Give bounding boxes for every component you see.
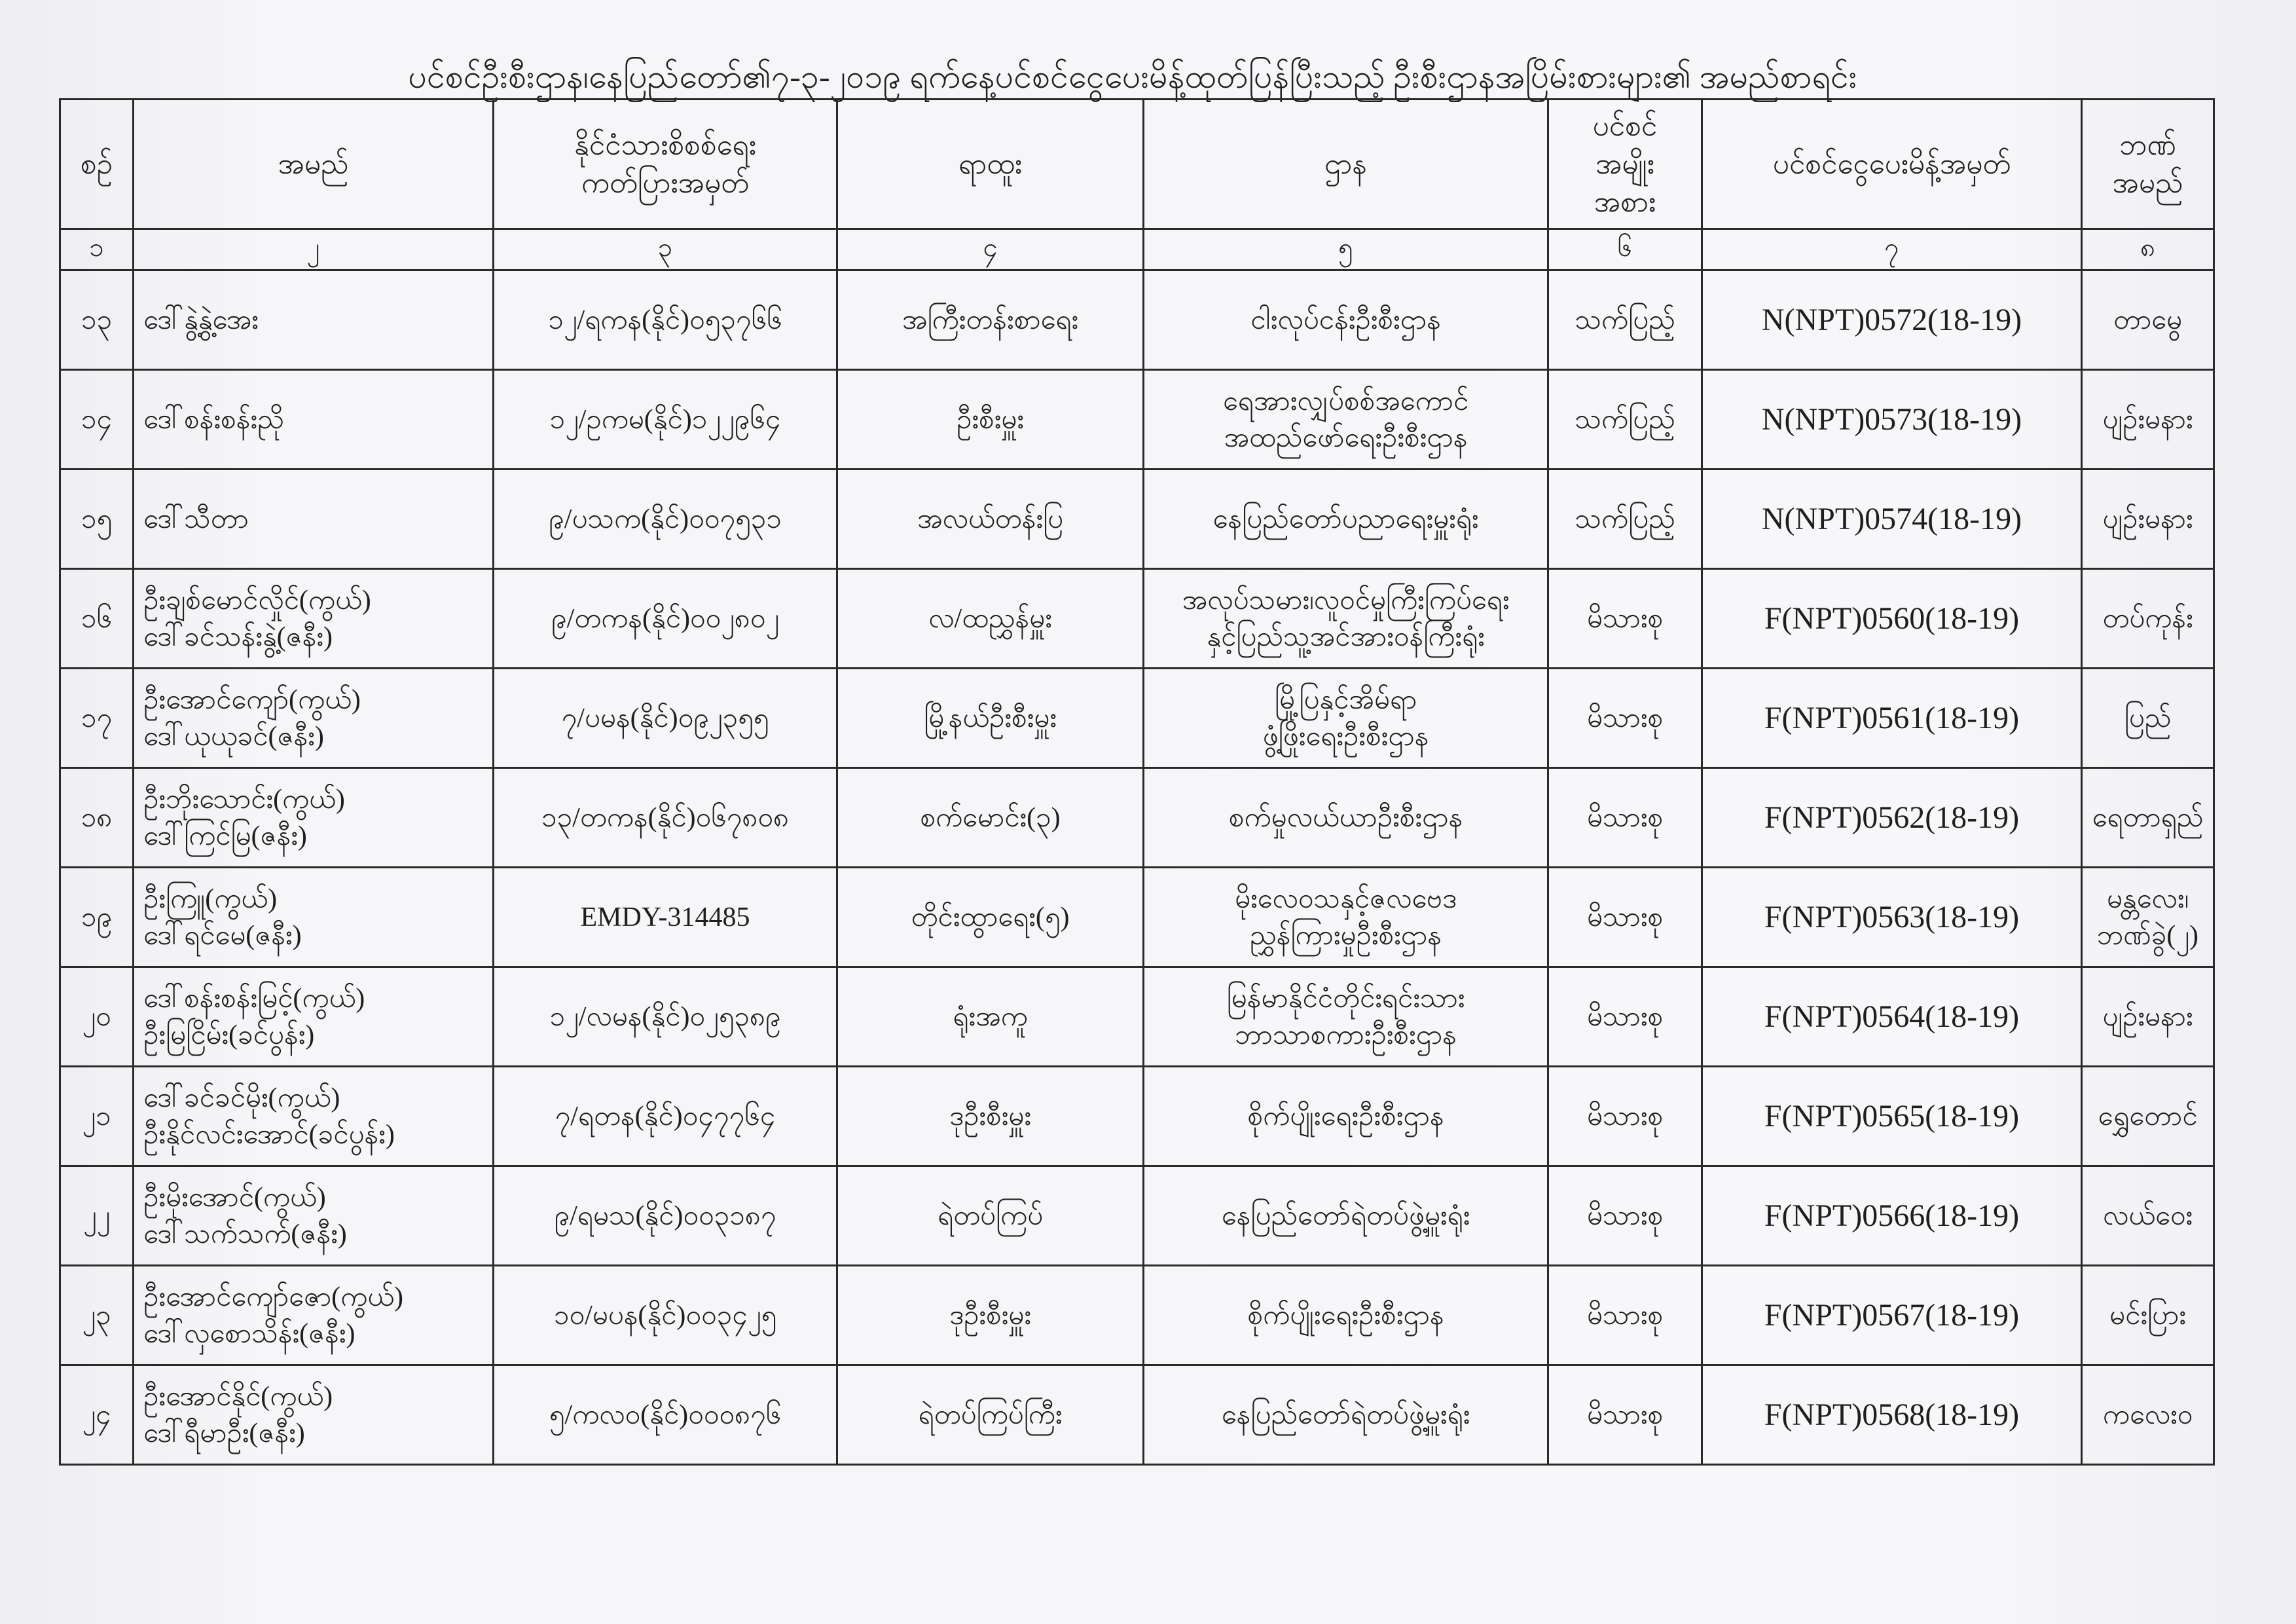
pension-order-cell: F(NPT)0560(18-19): [1702, 569, 2082, 669]
bank-cell-line: ရွှေတောင်: [2098, 1101, 2198, 1132]
department-cell-line: မြို့ပြနှင့်အိမ်ရာ: [1274, 684, 1417, 715]
department-cell-line: နေပြည်တော်ရဲတပ်ဖွဲ့မှူးရုံး: [1221, 1200, 1470, 1231]
department-cell: [1144, 1166, 1548, 1266]
department-cell-line: နှင့်ပြည်သူ့အင်အားဝန်ကြီးရုံး: [1207, 621, 1485, 652]
bank-cell-line: ပြည်: [2124, 703, 2172, 733]
pension-type-cell: မိသားစု: [1548, 768, 1702, 868]
department-cell: [1144, 669, 1548, 768]
name-cell-line: ဒေါ်ရီမာဦး(ဇနီး): [143, 1418, 305, 1449]
pension-type-cell: မိသားစု: [1548, 669, 1702, 768]
header-cell: ပင်စင်ငွေပေးမိန့်အမှတ်: [1702, 100, 2082, 229]
position-cell: ဦးစီးမှူး: [837, 370, 1144, 470]
position-cell: ဒုဦးစီးမှူး: [837, 1266, 1144, 1365]
name-cell-line: ဒေါ်လှစောသိန်း(ဇနီး): [143, 1318, 355, 1349]
nrc-cell: EMDY-314485: [494, 868, 837, 967]
bank-cell-line: မင်းပြား: [2109, 1300, 2186, 1331]
department-cell-line: အလုပ်သမား၊လူဝင်မှုကြီးကြပ်ရေး: [1182, 585, 1510, 616]
row-number-cell: ၁၆: [60, 569, 134, 669]
table-row: [60, 370, 2214, 470]
row-number-cell: ၁၃: [60, 270, 134, 370]
name-cell-line: ဦးမိုးအောင်(ကွယ်): [143, 1182, 326, 1213]
table-row: [60, 270, 2214, 370]
bank-cell-line: ကလေးဝ: [2102, 1399, 2193, 1430]
bank-cell-line: တာမွေ: [2113, 304, 2182, 335]
name-cell-line: ဦးမြငြိမ်း(ခင်ပွန်း): [143, 1020, 315, 1050]
table-body: [60, 270, 2214, 1465]
department-cell: [1144, 270, 1548, 370]
name-cell: [134, 569, 494, 669]
row-number-cell: ၂၂: [60, 1166, 134, 1266]
pension-type-cell: မိသားစု: [1548, 868, 1702, 967]
pension-order-cell: N(NPT)0574(18-19): [1702, 470, 2082, 569]
name-cell-line: ဒေါ်ရင်မေ(ဇနီး): [143, 920, 302, 951]
nrc-cell: ၇/ရတန(နိုင်)၀၄၇၇၆၄: [494, 1067, 837, 1166]
position-cell: စက်မောင်း(၃): [837, 768, 1144, 868]
name-cell-line: ဒေါ်ယုယုခင်(ဇနီး): [143, 721, 324, 752]
row-number-cell: ၂၄: [60, 1365, 134, 1465]
nrc-cell: ၁၂/ရကန(နိုင်)၀၅၃၇၆၆: [494, 270, 837, 370]
row-number-cell: ၁၄: [60, 370, 134, 470]
position-cell: ရဲတပ်ကြပ်: [837, 1166, 1144, 1266]
table-row: [60, 868, 2214, 967]
pension-type-cell: မိသားစု: [1548, 1166, 1702, 1266]
table-row: [60, 768, 2214, 868]
header-cell: ပင်စင် အမျိုး အစား: [1548, 100, 1702, 229]
name-cell-line: ဒေါ်နွဲ့နွဲ့အေး: [143, 304, 259, 335]
department-cell-line: နေပြည်တော်ရဲတပ်ဖွဲ့မှူးရုံး: [1221, 1399, 1470, 1430]
row-number-cell: ၂၃: [60, 1266, 134, 1365]
header-cell: ဌာန: [1144, 100, 1548, 229]
nrc-cell: ၁၃/တကန(နိုင်)၀၆၇၈၀၈: [494, 768, 837, 868]
pension-order-cell: N(NPT)0572(18-19): [1702, 270, 2082, 370]
bank-cell-line: ရေတာရှည်: [2092, 802, 2204, 833]
department-cell-line: မိုးလေဝသနှင့်ဇလဗေဒ: [1234, 883, 1457, 914]
name-cell-line: ဦးအောင်နိုင်(ကွယ်): [143, 1381, 333, 1412]
registration-table: [59, 98, 2215, 1466]
department-cell: [1144, 768, 1548, 868]
table-row: [60, 1166, 2214, 1266]
bank-cell: [2082, 768, 2214, 868]
department-cell-line: ရေအားလျှပ်စစ်အကောင်: [1222, 386, 1469, 416]
department-cell-line: စက်မှုလယ်ယာဦးစီးဌာန: [1228, 802, 1463, 833]
table-header-row: [60, 100, 2214, 229]
department-cell-line: စိုက်ပျိုးရေးဦးစီးဌာန: [1247, 1300, 1444, 1331]
pension-type-cell: မိသားစု: [1548, 967, 1702, 1067]
table-row: [60, 470, 2214, 569]
position-cell: တိုင်းထွာရေး(၅): [837, 868, 1144, 967]
department-cell: [1144, 1266, 1548, 1365]
department-cell: [1144, 569, 1548, 669]
bank-cell: [2082, 1365, 2214, 1465]
column-number: ၆: [1548, 229, 1702, 270]
pension-order-cell: F(NPT)0561(18-19): [1702, 669, 2082, 768]
name-cell-line: ဦးအောင်ကျော်(ကွယ်): [143, 684, 361, 715]
pension-order-cell: F(NPT)0563(18-19): [1702, 868, 2082, 967]
department-cell-line: ညွှန်ကြားမှုဦးစီးဌာန: [1250, 920, 1442, 951]
position-cell: ရုံးအကူ: [837, 967, 1144, 1067]
bank-cell: [2082, 270, 2214, 370]
department-cell-line: အထည်ဖော်ရေးဦးစီးဌာန: [1224, 422, 1468, 453]
nrc-cell: ၉/ရမသ(နိုင်)၀၀၃၁၈၇: [494, 1166, 837, 1266]
table-row: [60, 569, 2214, 669]
name-cell: [134, 868, 494, 967]
name-cell: [134, 1266, 494, 1365]
bank-cell-line: ပျဉ်းမနား: [2102, 404, 2193, 435]
name-cell: [134, 1365, 494, 1465]
department-cell-line: ဖွံ့ဖြိုးရေးဦးစီးဌာန: [1262, 721, 1429, 752]
name-cell-line: ဒေါ်ခင်ခင်မိုး(ကွယ်): [143, 1082, 340, 1113]
position-cell: အကြီးတန်းစာရေး: [837, 270, 1144, 370]
column-number: ၈: [2082, 229, 2214, 270]
bank-cell: [2082, 569, 2214, 669]
bank-cell-line: ဘဏ်ခွဲ(၂): [2097, 920, 2198, 951]
pension-type-cell: သက်ပြည့်: [1548, 370, 1702, 470]
pension-order-cell: F(NPT)0564(18-19): [1702, 967, 2082, 1067]
column-number: ၄: [837, 229, 1144, 270]
nrc-cell: ၅/ကလဝ(နိုင်)၀၀၀၈၇၆: [494, 1365, 837, 1465]
name-cell: [134, 470, 494, 569]
pension-order-cell: F(NPT)0565(18-19): [1702, 1067, 2082, 1166]
name-cell: [134, 669, 494, 768]
name-cell-line: ဦးချစ်မောင်လှိုင်(ကွယ်): [143, 585, 371, 616]
bank-cell: [2082, 470, 2214, 569]
bank-cell: [2082, 1266, 2214, 1365]
nrc-cell: ၉/ပသက(နိုင်)၀၀၇၅၃၁: [494, 470, 837, 569]
name-cell-line: ဒေါ်သီတာ: [143, 504, 249, 534]
nrc-cell: ၇/ပမန(နိုင်)၀၉၂၃၅၅: [494, 669, 837, 768]
bank-cell-line: မန္တလေး၊: [2106, 883, 2189, 914]
pension-order-cell: F(NPT)0568(18-19): [1702, 1365, 2082, 1465]
row-number-cell: ၂၀: [60, 967, 134, 1067]
column-number: ၇: [1702, 229, 2082, 270]
column-number-row: [60, 229, 2214, 270]
name-cell: [134, 1166, 494, 1266]
table-row: [60, 669, 2214, 768]
pension-type-cell: သက်ပြည့်: [1548, 470, 1702, 569]
row-number-cell: ၂၁: [60, 1067, 134, 1166]
department-cell-line: ငါးလုပ်ငန်းဦးစီးဌာန: [1250, 304, 1441, 335]
position-cell: အလယ်တန်းပြ: [837, 470, 1144, 569]
name-cell-line: ဦးဘိုးသောင်း(ကွယ်): [143, 784, 345, 815]
position-cell: လ/ထညွှန်မှူး: [837, 569, 1144, 669]
position-cell: မြို့နယ်ဦးစီးမှူး: [837, 669, 1144, 768]
row-number-cell: ၁၇: [60, 669, 134, 768]
nrc-cell: ၁၂/လမန(နိုင်)၀၂၅၃၈၉: [494, 967, 837, 1067]
column-number: ၁: [60, 229, 134, 270]
header-cell: အမည်: [134, 100, 494, 229]
row-number-cell: ၁၅: [60, 470, 134, 569]
column-number: ၅: [1144, 229, 1548, 270]
bank-cell-line: ပျဉ်းမနား: [2102, 1001, 2193, 1032]
page-title: ပင်စင်ဦးစီးဌာန၊နေပြည်တော်၏၇-၃-၂၀၁၉ ရက်နေ့ပင်စင်ငွေပေးမိန့်ထုတ်ပြန်ပြီးသည့် ဦးစီးဌာနအပြိမ်းစားများ၏ အမည်စာရင်း: [408, 58, 1857, 95]
department-cell: [1144, 470, 1548, 569]
nrc-cell: ၁၂/ဥကမ(နိုင်)၁၂၂၉၆၄: [494, 370, 837, 470]
position-cell: ဒုဦးစီးမှူး: [837, 1067, 1144, 1166]
name-cell: [134, 370, 494, 470]
bank-cell-line: တပ်ကုန်း: [2102, 603, 2193, 634]
pension-type-cell: မိသားစု: [1548, 1365, 1702, 1465]
table-row: [60, 1266, 2214, 1365]
name-cell-line: ဒေါ်စန်းစန်းညို: [143, 404, 284, 435]
bank-cell-line: ပျဉ်းမနား: [2102, 504, 2193, 534]
header-cell: ရာထူး: [837, 100, 1144, 229]
department-cell: [1144, 868, 1548, 967]
name-cell: [134, 768, 494, 868]
department-cell-line: ဘာသာစကားဦးစီးဌာန: [1235, 1020, 1457, 1050]
department-cell: [1144, 1365, 1548, 1465]
bank-cell: [2082, 669, 2214, 768]
column-number: ၃: [494, 229, 837, 270]
pension-order-cell: N(NPT)0573(18-19): [1702, 370, 2082, 470]
name-cell-line: ဒေါ်ခင်သန်းနွဲ့(ဇနီး): [143, 621, 333, 652]
department-cell-line: စိုက်ပျိုးရေးဦးစီးဌာန: [1247, 1101, 1444, 1132]
name-cell: [134, 1067, 494, 1166]
table-row: [60, 1067, 2214, 1166]
column-number: ၂: [134, 229, 494, 270]
pension-order-cell: F(NPT)0562(18-19): [1702, 768, 2082, 868]
table-row: [60, 967, 2214, 1067]
nrc-cell: ၉/တကန(နိုင်)၀၀၂၈၀၂: [494, 569, 837, 669]
nrc-cell: ၁၀/မပန(နိုင်)၀၀၃၄၂၅: [494, 1266, 837, 1365]
department-cell-line: မြန်မာနိုင်ငံတိုင်းရင်းသား: [1226, 983, 1465, 1014]
department-cell: [1144, 967, 1548, 1067]
name-cell-line: ဦးကြူ(ကွယ်): [143, 883, 278, 914]
bank-cell: [2082, 1166, 2214, 1266]
pension-order-cell: F(NPT)0566(18-19): [1702, 1166, 2082, 1266]
name-cell-line: ဒေါ်ကြင်မြ(ဇနီး): [143, 821, 307, 851]
bank-cell: [2082, 1067, 2214, 1166]
name-cell-line: ဒေါ်သက်သက်(ဇနီး): [143, 1219, 347, 1249]
bank-cell: [2082, 370, 2214, 470]
bank-cell: [2082, 868, 2214, 967]
name-cell: [134, 270, 494, 370]
header-cell: ဘဏ်အမည်: [2082, 100, 2214, 229]
pension-type-cell: မိသားစု: [1548, 1067, 1702, 1166]
position-cell: ရဲတပ်ကြပ်ကြီး: [837, 1365, 1144, 1465]
table-row: [60, 1365, 2214, 1465]
name-cell: [134, 967, 494, 1067]
name-cell-line: ဒေါ်စန်းစန်းမြင့်(ကွယ်): [143, 983, 365, 1014]
name-cell-line: ဦးနိုင်လင်းအောင်(ခင်ပွန်း): [143, 1119, 395, 1150]
row-number-cell: ၁၈: [60, 768, 134, 868]
pension-type-cell: မိသားစု: [1548, 1266, 1702, 1365]
header-cell: နိုင်ငံသားစိစစ်ရေး ကတ်ပြားအမှတ်: [494, 100, 837, 229]
pension-type-cell: မိသားစု: [1548, 569, 1702, 669]
pension-type-cell: သက်ပြည့်: [1548, 270, 1702, 370]
bank-cell: [2082, 967, 2214, 1067]
name-cell-line: ဦးအောင်ကျော်ဇော(ကွယ်): [143, 1282, 403, 1312]
department-cell: [1144, 1067, 1548, 1166]
pension-order-cell: F(NPT)0567(18-19): [1702, 1266, 2082, 1365]
department-cell-line: နေပြည်တော်ပညာရေးမှူးရုံး: [1212, 504, 1479, 534]
department-cell: [1144, 370, 1548, 470]
row-number-cell: ၁၉: [60, 868, 134, 967]
header-cell: စဉ်: [60, 100, 134, 229]
bank-cell-line: လယ်ဝေး: [2102, 1200, 2193, 1231]
